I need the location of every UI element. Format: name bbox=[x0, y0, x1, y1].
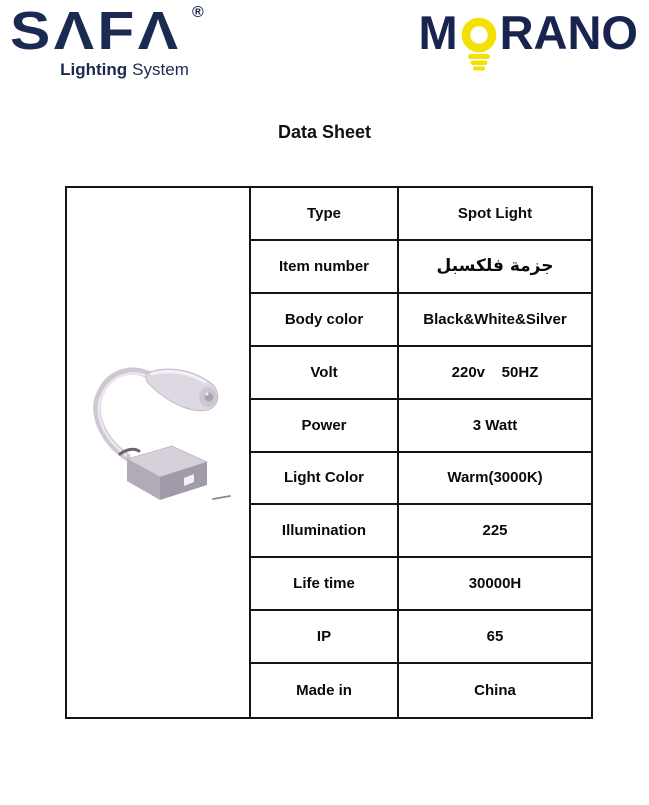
page-title: Data Sheet bbox=[277, 122, 372, 142]
spec-label-illumination: Illumination bbox=[251, 505, 399, 558]
spec-table bbox=[65, 186, 593, 719]
lightbulb-icon bbox=[459, 16, 499, 75]
spec-value-type: Spot Light bbox=[399, 188, 591, 241]
spec-label-item-number: Item number bbox=[251, 241, 399, 294]
spec-label-body-color: Body color bbox=[251, 294, 399, 347]
spec-value-life-time: 30000H bbox=[399, 558, 591, 611]
safa-logo bbox=[10, 1, 225, 80]
morano-letter-m: M bbox=[418, 6, 458, 59]
safa-wordmark-row bbox=[10, 1, 225, 62]
morano-letters-rano: RANO bbox=[499, 6, 638, 59]
product-photo-spotlight bbox=[72, 352, 244, 520]
spec-label-type: Type bbox=[251, 188, 399, 241]
morano-logo bbox=[418, 6, 638, 75]
registered-trademark-icon: ® bbox=[192, 4, 204, 21]
safa-tagline-lighting: Lighting bbox=[60, 60, 128, 79]
spec-label-made-in: Made in bbox=[251, 664, 399, 717]
spec-label-power: Power bbox=[251, 400, 399, 453]
spec-value-volt: 220v 50HZ bbox=[399, 347, 591, 400]
spec-value-power: 3 Watt bbox=[399, 400, 591, 453]
safa-tagline bbox=[10, 60, 225, 80]
spec-label-life-time: Life time bbox=[251, 558, 399, 611]
spec-value-item-number: جزمة فلكسبل bbox=[399, 241, 591, 294]
spec-value-light-color: Warm(3000K) bbox=[399, 453, 591, 506]
safa-tagline-system: System bbox=[132, 60, 189, 79]
safa-wordmark: SΛFΛ bbox=[10, 1, 182, 61]
spec-label-light-color: Light Color bbox=[251, 453, 399, 506]
spec-value-made-in: China bbox=[474, 682, 516, 700]
spec-value-body-color: Black&White&Silver bbox=[399, 294, 591, 347]
spec-value-illumination: 225 bbox=[399, 505, 591, 558]
product-photo-cell bbox=[67, 188, 251, 717]
spec-value-ip: 65 bbox=[399, 611, 591, 664]
spec-label-volt: Volt bbox=[251, 347, 399, 400]
spec-label-ip: IP bbox=[251, 611, 399, 664]
